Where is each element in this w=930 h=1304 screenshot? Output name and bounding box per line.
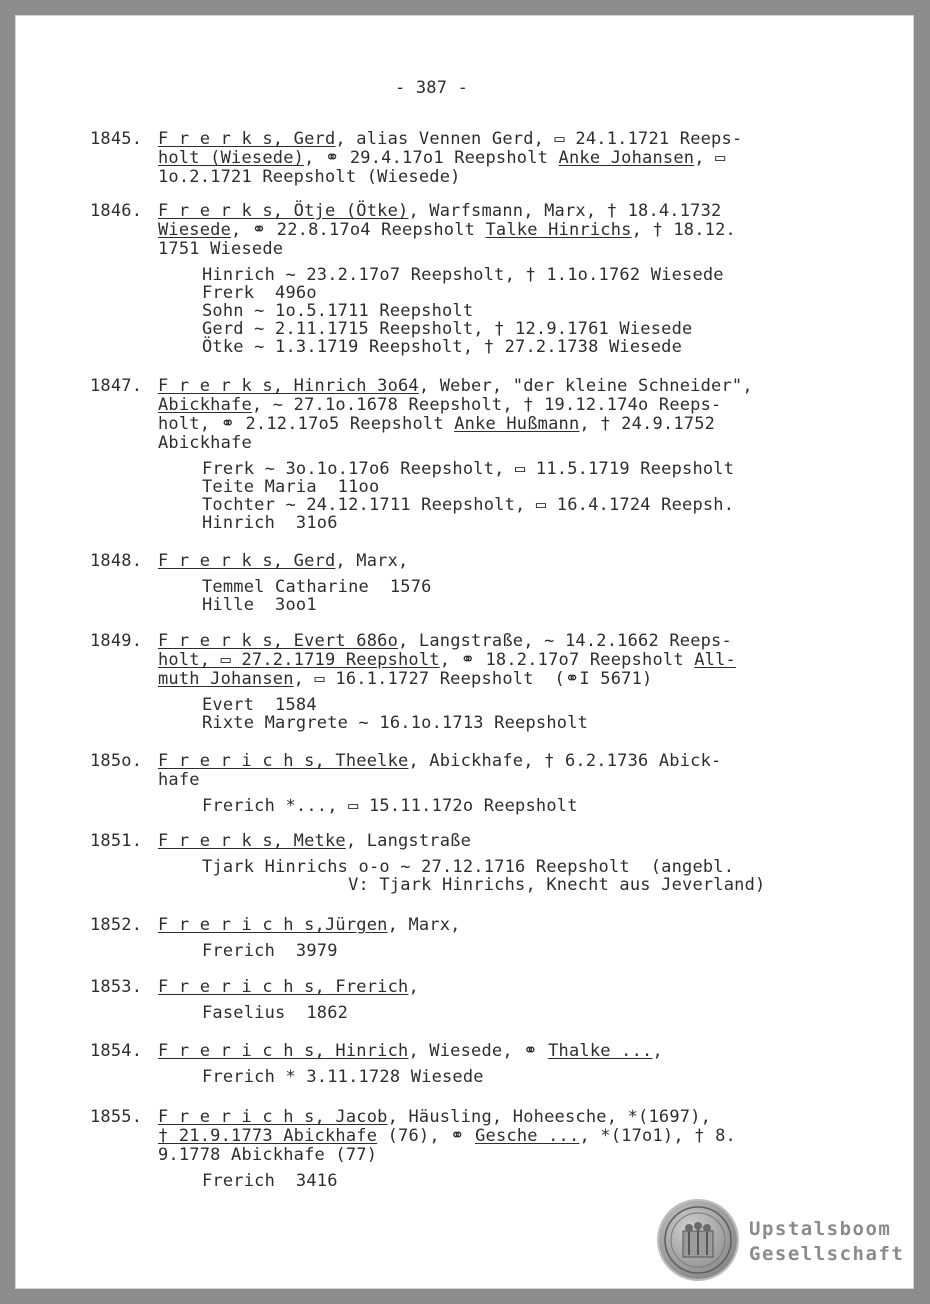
text-segment: , ⚭ 29.4.17o1 Reepsholt xyxy=(304,148,559,168)
entry-text-line xyxy=(158,396,722,415)
entry-number: 1846. xyxy=(90,201,143,221)
child-line: Tochter ~ 24.12.1711 Reepsholt, ▭ 16.4.1724 Reepsh. xyxy=(202,495,735,515)
society-seal-logo xyxy=(659,1201,737,1279)
text-segment: 9.1778 Abickhafe (77) xyxy=(158,1145,378,1165)
entry-number: 1851. xyxy=(90,831,143,851)
underlined-name: F r e r k s, Evert 686o xyxy=(158,631,399,651)
child-line: Faselius 1862 xyxy=(202,1003,349,1023)
entry-text-line xyxy=(158,168,461,187)
entry-text-line xyxy=(158,832,471,851)
underlined-name: F r e r k s, Metke xyxy=(158,831,346,851)
text-segment: hafe xyxy=(158,770,200,790)
underlined-name: Wiesede xyxy=(158,220,232,240)
text-segment: , ~ 27.1o.1678 Reepsholt, † 19.12.174o Reeps- xyxy=(251,395,722,415)
underlined-name: F r e r i c h s, Jacob xyxy=(158,1107,388,1127)
underlined-name: F r e r i c h s,Jürgen xyxy=(158,915,388,935)
child-line: Rixte Margrete ~ 16.1o.1713 Reepsholt xyxy=(202,713,589,733)
child-line: Tjark Hinrichs o-o ~ 27.12.1716 Reepsholt (angebl. xyxy=(202,857,735,877)
entry-text-line xyxy=(158,415,715,434)
child-line: Gerd ~ 2.11.1715 Reepsholt, † 12.9.1761 Wiesede xyxy=(202,319,693,339)
text-segment: , xyxy=(408,977,419,997)
text-segment: , Marx, xyxy=(387,915,461,935)
text-segment: , alias Vennen Gerd, ▭ 24.1.1721 Reeps- xyxy=(335,129,743,149)
entry-text-line xyxy=(158,434,252,453)
entry-text-line xyxy=(158,771,200,790)
child-line: V: Tjark Hinrichs, Knecht aus Jeverland) xyxy=(202,875,766,895)
text-segment: , Langstraße, ~ 14.2.1662 Reeps- xyxy=(398,631,732,651)
text-segment: , Wiesede, ⚭ xyxy=(408,1041,549,1061)
entry-number: 1847. xyxy=(90,376,143,396)
underlined-name: All- xyxy=(694,650,736,670)
underlined-name: F r e r k s, Hinrich 3o64 xyxy=(158,376,419,396)
entry-text-line xyxy=(158,221,736,240)
entry-number: 1854. xyxy=(90,1041,143,1061)
child-line: Frerich *..., ▭ 15.11.172o Reepsholt xyxy=(202,796,578,816)
entry-text-line xyxy=(158,202,721,221)
text-segment: , Marx, xyxy=(335,551,409,571)
underlined-name: Anke Johansen xyxy=(558,148,695,168)
underlined-name: muth Johansen xyxy=(158,669,294,689)
underlined-name: F r e r k s, Ötje (Ötke) xyxy=(158,201,409,221)
text-segment: , ▭ xyxy=(694,148,726,168)
entry-text-line xyxy=(158,651,736,670)
child-line: Temmel Catharine 1576 xyxy=(202,577,432,597)
entry-text-line xyxy=(158,752,721,771)
text-segment: , Häusling, Hoheesche, *(1697), xyxy=(387,1107,712,1127)
underlined-name: F r e r i c h s, Theelke xyxy=(158,751,409,771)
underlined-name: F r e r k s, Gerd xyxy=(158,551,336,571)
text-segment: 1751 Wiesede xyxy=(158,239,284,259)
text-segment: , Weber, "der kleine Schneider", xyxy=(418,376,753,396)
entry-number: 185o. xyxy=(90,751,143,771)
underlined-name: holt (Wiesede) xyxy=(158,148,305,168)
document-page xyxy=(15,15,914,1289)
entry-number: 1848. xyxy=(90,551,143,571)
entry-number: 1852. xyxy=(90,915,143,935)
child-line: Hinrich 31o6 xyxy=(202,513,338,533)
text-segment: , *(17o1), † 8. xyxy=(579,1126,736,1146)
text-segment: , Langstraße xyxy=(345,831,472,851)
entry-text-line xyxy=(158,130,742,149)
child-line: Frerich 3416 xyxy=(202,1171,338,1191)
underlined-name: Anke Hußmann xyxy=(454,414,580,434)
underlined-name: holt, ▭ 27.2.1719 Reepsholt xyxy=(158,650,440,670)
text-segment: , † 24.9.1752 xyxy=(579,414,716,434)
entry-text-line xyxy=(158,149,726,168)
entry-text-line xyxy=(158,552,408,571)
entry-number: 1853. xyxy=(90,977,143,997)
entry-text-line xyxy=(158,670,652,689)
child-line: Frerich 3979 xyxy=(202,941,338,961)
underlined-name: F r e r i c h s, Hinrich xyxy=(158,1041,409,1061)
text-segment: , ⚭ 18.2.17o7 Reepsholt xyxy=(439,650,695,670)
entry-text-line xyxy=(158,978,419,997)
underlined-name: F r e r k s, Gerd xyxy=(158,129,336,149)
entry-text-line xyxy=(158,1042,663,1061)
text-segment: (76), ⚭ xyxy=(377,1126,476,1146)
logo-text-gesellschaft: Gesellschaft xyxy=(749,1243,905,1265)
entry-text-line xyxy=(158,632,732,651)
entry-text-line xyxy=(158,1127,736,1146)
child-line: Teite Maria 11oo xyxy=(202,477,380,497)
text-segment: Abickhafe xyxy=(158,433,252,453)
child-line: Frerk ~ 3o.1o.17o6 Reepsholt, ▭ 11.5.1719 Reepsholt xyxy=(202,459,735,479)
underlined-name: Gesche ... xyxy=(475,1126,580,1146)
page-number: - 387 - xyxy=(395,78,469,98)
child-line: Hinrich ~ 23.2.17o7 Reepsholt, † 1.1o.1762 Wiesede xyxy=(202,265,724,285)
child-line: Frerich * 3.11.1728 Wiesede xyxy=(202,1067,484,1087)
entry-text-line xyxy=(158,1146,377,1165)
entry-text-line xyxy=(158,916,461,935)
entry-number: 1845. xyxy=(90,129,143,149)
text-segment: , ⚭ 22.8.17o4 Reepsholt xyxy=(231,220,486,240)
text-segment: holt, ⚭ 2.12.17o5 Reepsholt xyxy=(158,414,455,434)
child-line: Frerk 496o xyxy=(202,283,317,303)
child-line: Hille 3oo1 xyxy=(202,595,317,615)
child-line: Sohn ~ 1o.5.1711 Reepsholt xyxy=(202,301,474,321)
underlined-name: Talke Hinrichs xyxy=(485,220,632,240)
underlined-name: F r e r i c h s, Frerich xyxy=(158,977,409,997)
logo-text-upstalsboom: Upstalsboom xyxy=(749,1218,892,1240)
text-segment: , Warfsmann, Marx, † 18.4.1732 xyxy=(408,201,722,221)
text-segment: , Abickhafe, † 6.2.1736 Abick- xyxy=(408,751,722,771)
text-segment: , xyxy=(652,1041,663,1061)
entry-number: 1855. xyxy=(90,1107,143,1127)
underlined-name: Abickhafe xyxy=(158,395,252,415)
text-segment: , † 18.12. xyxy=(631,220,736,240)
child-line: Evert 1584 xyxy=(202,695,317,715)
text-segment: , ▭ 16.1.1727 Reepsholt (⚭I 5671) xyxy=(293,669,653,689)
child-line: Ötke ~ 1.3.1719 Reepsholt, † 27.2.1738 Wiesede xyxy=(202,337,683,357)
entry-text-line xyxy=(158,240,283,259)
text-segment: 1o.2.1721 Reepsholt (Wiesede) xyxy=(158,167,461,187)
entry-text-line xyxy=(158,377,753,396)
underlined-name: Thalke ... xyxy=(548,1041,653,1061)
entry-text-line xyxy=(158,1108,711,1127)
entry-number: 1849. xyxy=(90,631,143,651)
underlined-name: † 21.9.1773 Abickhafe xyxy=(158,1126,378,1146)
